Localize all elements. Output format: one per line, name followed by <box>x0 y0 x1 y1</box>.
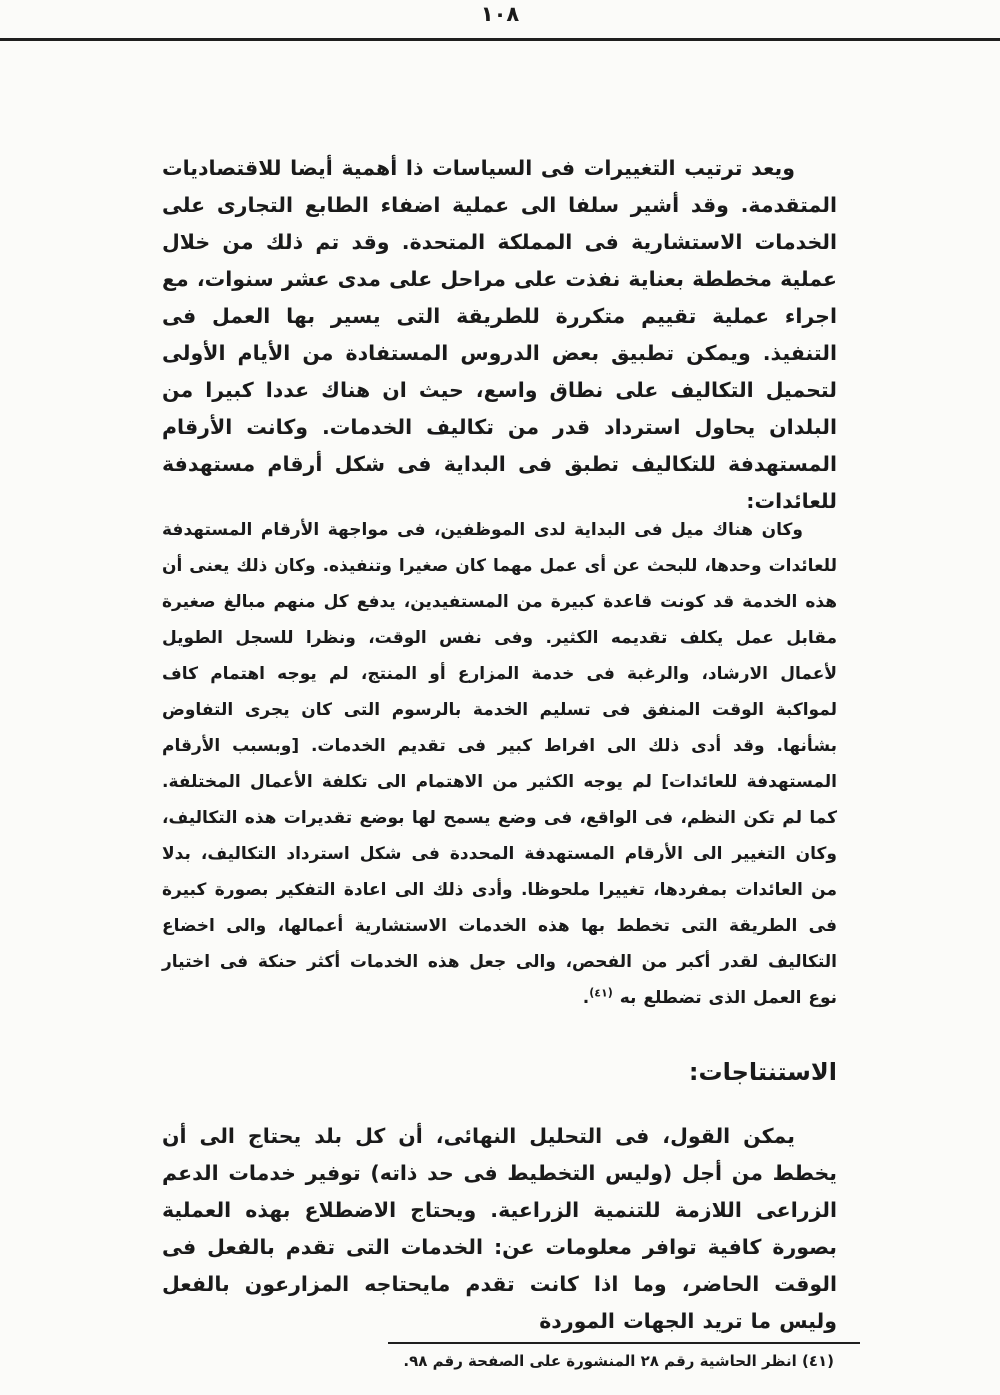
paragraph-revenue-targets-period: . <box>582 988 590 1008</box>
header-rule <box>0 38 1000 41</box>
section-heading-conclusions: الاستنتاجات: <box>688 1058 837 1086</box>
footnote-rule <box>388 1342 860 1344</box>
paragraph-conclusions: يمكن القول، فى التحليل النهائى، أن كل بلد يحتاج الى أن يخطط من أجل (وليس التخطيط فى حد ذاته) توفير خدمات الدعم الزراعى اللازمة للتنمية الزراعية. ويحتاج الاضطلاع بهذه العملية بصورة كافية توافر معلومات عن: الخدمات التى تقدم بالفعل فى الوقت الحاضر، وما اذا كانت تقدم مايحتاجه المزارعون بالفعل وليس ما تريد الجهات الموردة <box>162 1124 837 1333</box>
page-number: ١٠٨ <box>480 2 520 26</box>
paragraph-revenue-targets-text: وكان هناك ميل فى البداية لدى الموظفين، فى مواجهة الأرقام المستهدفة للعائدات وحدها، للبحث عن أى عمل مهما كان صغيرا وتنفيذه. وكان ذلك يعنى أن هذه الخدمة قد كونت قاعدة كبيرة من المستفيدين، يدفع كل منهم مبالغ صغيرة مقابل عمل يكلف تقديمه الكثير. وفى نفس الوقت، ونظرا للسجل الطويل لأعمال الارشاد، والرغبة فى خدمة المزارع أو المنتج، لم يوجه اهتمام كاف لمواكبة الوقت المنفق فى تسليم الخدمة بالرسوم التى كان يجرى التفاوض بشأنها. وقد أدى ذلك الى افراط كبير فى تقديم الخدمات. [وبسبب الأرقام المستهدفة للعائدات] لم يوجه الكثير من الاهتمام الى تكلفة الأعمال المختلفة. كما لم تكن النظم، فى الواقع، فى وضع يسمح لها بوضع تقديرات هذه التكاليف، وكان التغيير الى الأرقام المستهدفة المحددة فى شكل استرداد التكاليف، بدلا من العائدات بمفردها، تغييرا ملحوظا. وأدى ذلك الى اعادة التفكير بصورة كبيرة فى الطريقة التى تخطط بها هذه الخدمات الاستشارية أعمالها، والى اخضاع التكاليف لقدر أكبر من الفحص، والى جعل هذه الخدمات أكثر حنكة فى اختيار نوع العمل الذى تضطلع به <box>162 520 837 1008</box>
footnote-reference-marker: (٤١) <box>589 986 613 1000</box>
footnote-text: (٤١) انظر الحاشية رقم ٢٨ المنشورة على الصفحة رقم ٩٨. <box>403 1352 834 1370</box>
paragraph-revenue-targets <box>162 512 837 1016</box>
paragraph-policy-changes: ويعد ترتيب التغييرات فى السياسات ذا أهمية أيضا للاقتصاديات المتقدمة. وقد أشير سلفا الى عملية اضفاء الطابع التجارى على الخدمات الاستشارية فى المملكة المتحدة. وقد تم ذلك من خلال عملية مخططة بعناية نفذت على مراحل على مدى عشر سنوات، مع اجراء عملية تقييم متكررة للطريقة التى يسير بها العمل فى التنفيذ. ويمكن تطبيق بعض الدروس المستفادة من الأيام الأولى لتحميل التكاليف على نطاق واسع، حيث ان هناك عددا كبيرا من البلدان يحاول استرداد قدر من تكاليف الخدمات. وكانت الأرقام المستهدفة للتكاليف تطبق فى البداية فى شكل أرقام مستهدفة للعائدات: <box>162 156 837 513</box>
